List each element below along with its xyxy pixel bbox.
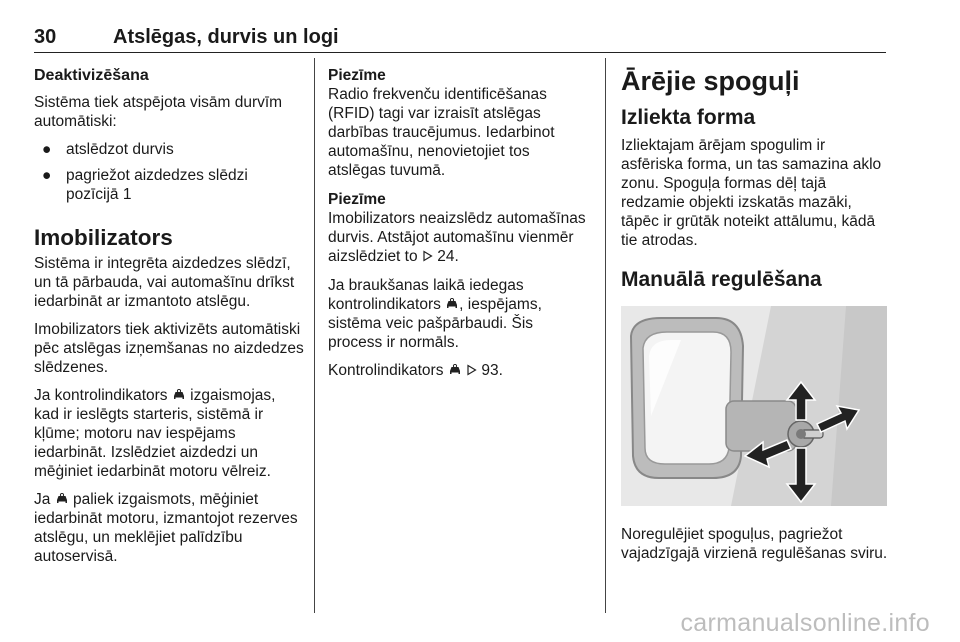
paragraph: Sistēma ir integrēta aizdedzes slēdzī, un tā pārbauda, vai automašīnu drīkst iedarbināt ar izmantoto atslēgu. — [34, 255, 295, 310]
immobilizer-car-key-icon — [445, 298, 459, 310]
heading-convex-shape: Izliekta forma — [621, 106, 756, 129]
paragraph: Ja braukšanas laikā iedegas kontrolindikators , iespējams, sistēma veic pašpārbaudi. Šis process ir normāls. — [328, 277, 542, 351]
list-item: ● atslēdzot durvis — [42, 141, 174, 158]
cross-reference-arrow-icon — [466, 364, 477, 376]
paragraph: Ja kontrolindikators izgaismojas, kad ir ieslēgts starteris, sistēmā ir kļūme; motoru nav iespējams iedarbināt. Izslēdziet aizdedzi un mēģiniet iedarbināt motoru vēlreiz. — [34, 387, 276, 480]
heading-deactivation: Deaktivizēšana — [34, 67, 149, 84]
paragraph: Izliektajam ārējam spogulim ir asfēriska forma, un tas samazina aklo zonu. Spoguļa formas dēļ tajā redzamie objekti izskatās mazāki, tāpēc ir grūtāk noteikt attālumu, kādā tie atrodas. — [621, 137, 882, 249]
note-heading: Piezīme — [328, 67, 386, 84]
column-divider — [314, 58, 315, 613]
mirror-adjustment-illustration — [621, 306, 887, 506]
paragraph: Ja paliek izgaismots, mēģiniet iedarbināt motoru, izmantojot rezerves atslēgu, un meklējiet palīdzību autoservisā. — [34, 491, 298, 565]
paragraph: Sistēma tiek atspējota visām durvīm automātiski: — [34, 94, 283, 130]
chapter-title: Atslēgas, durvis un logi — [113, 26, 339, 48]
page-reference[interactable]: 24. — [437, 248, 459, 265]
heading-immobilizer: Imobilizators — [34, 225, 173, 250]
heading-manual-adjustment: Manuālā regulēšana — [621, 268, 822, 291]
bullet-list — [34, 140, 304, 204]
page-header — [34, 26, 886, 53]
note-heading: Piezīme — [328, 191, 386, 208]
page-reference[interactable]: 93. — [481, 362, 503, 379]
page-number: 30 — [34, 26, 57, 48]
paragraph: Noregulējiet spoguļus, pagriežot vajadzīgajā virzienā regulēšanas sviru. — [621, 526, 888, 562]
list-item: ● pagriežot aizdedzes slēdzi pozīcijā 1 — [42, 167, 248, 203]
immobilizer-car-key-icon — [172, 389, 186, 401]
paragraph: Imobilizators tiek aktivizēts automātiski pēc atslēgas izņemšanas no aizdedzes slēdzenes. — [34, 321, 304, 376]
cross-reference-arrow-icon — [422, 250, 433, 262]
note-text: Imobilizators neaizslēdz automašīnas durvis. Atstājot automašīnu vienmēr aizslēdziet to 24. — [328, 210, 586, 265]
immobilizer-car-key-icon — [448, 364, 462, 376]
paragraph: Kontrolindikators 93. — [328, 362, 503, 379]
immobilizer-car-key-icon — [55, 493, 69, 505]
column-3 — [621, 66, 889, 572]
column-divider — [605, 58, 606, 613]
heading-exterior-mirrors: Ārējie spoguļi — [621, 66, 800, 96]
note-text: Radio frekvenču identificēšanas (RFID) tagi var izraisīt atslēgas darbības traucējumus. Iedarbinot automašīnu, nenovietojiet tos atslēgas tuvumā. — [328, 86, 555, 179]
watermark: carmanualsonline.info — [680, 609, 930, 637]
column-2 — [328, 66, 590, 389]
column-1 — [34, 66, 304, 575]
